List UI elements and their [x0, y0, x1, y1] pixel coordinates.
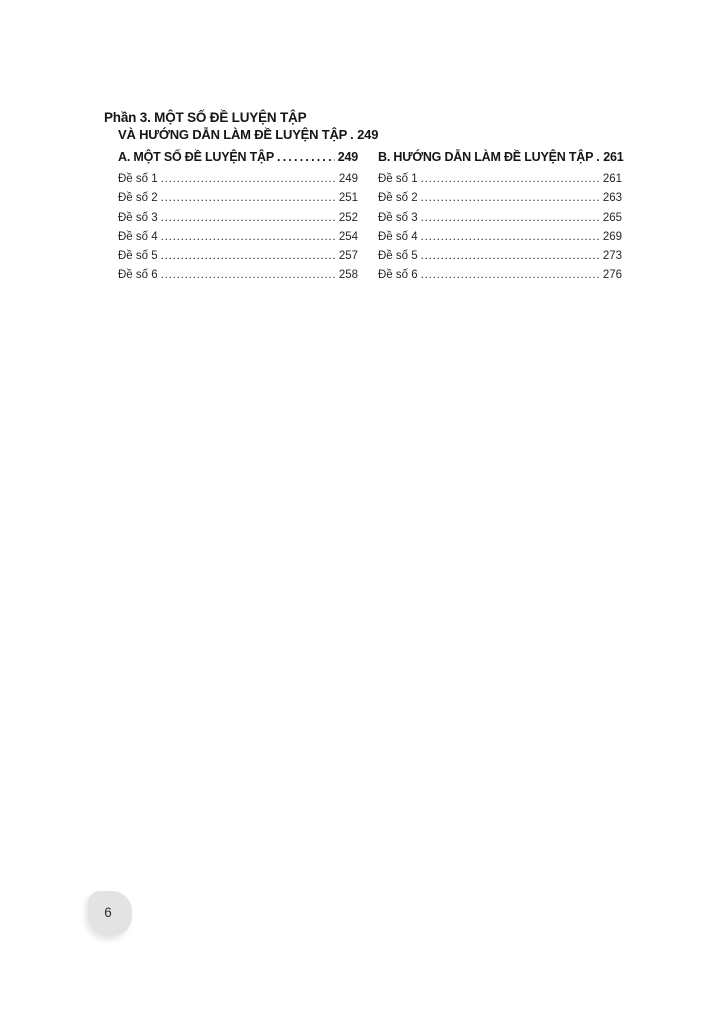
dot-leader [161, 209, 335, 228]
toc-entry-page: 257 [338, 250, 358, 263]
toc-entry [378, 247, 622, 266]
toc-entry [118, 189, 358, 208]
dot-leader [277, 149, 335, 165]
part-title-line2 [118, 126, 379, 143]
dot-leader [421, 228, 599, 247]
toc-entry-page: 261 [602, 173, 622, 185]
toc-entry-label: Đề số 5 [118, 250, 158, 263]
toc-entry-page: 254 [338, 230, 358, 243]
toc-entry-page: 269 [602, 230, 622, 243]
part-page-number: 249 [357, 127, 379, 142]
dot-leader [596, 149, 600, 165]
toc-entry-page: 252 [338, 211, 358, 224]
toc-entry-label: Đề số 3 [378, 211, 418, 224]
toc-entry-label: Đề số 4 [378, 230, 418, 243]
toc-entry [378, 209, 622, 228]
toc-section-a [118, 149, 358, 286]
toc-entry-label: Đề số 5 [378, 250, 418, 263]
toc-entry [378, 266, 622, 285]
part-title-line2-text: VÀ HƯỚNG DẪN LÀM ĐỀ LUYỆN TẬP [118, 127, 348, 142]
toc-entry [118, 209, 358, 228]
toc-entry-page: 258 [338, 269, 358, 282]
section-page-number: 249 [337, 150, 358, 164]
section-a-heading [118, 149, 358, 165]
toc-entry-label: Đề số 6 [118, 269, 158, 282]
toc-entry [378, 170, 622, 189]
toc-entry-label: Đề số 6 [378, 269, 418, 282]
dot-leader [421, 266, 599, 285]
dot-leader [161, 247, 335, 266]
dot-leader [421, 247, 599, 266]
toc-entry [118, 266, 358, 285]
part-title-line1: Phần 3. MỘT SỐ ĐỀ LUYỆN TẬP [104, 110, 307, 125]
toc-entry [118, 170, 358, 189]
toc-entry-page: 273 [602, 250, 622, 263]
toc-entry-page: 263 [602, 192, 622, 205]
toc-entry-label: Đề số 2 [378, 192, 418, 205]
section-heading-label: A. MỘT SỐ ĐỀ LUYỆN TẬP [118, 150, 275, 164]
toc-entry-label: Đề số 4 [118, 230, 158, 243]
dot-leader [421, 170, 599, 189]
toc-section-b [378, 149, 622, 286]
toc-entry-label: Đề số 1 [118, 173, 158, 185]
toc-entry [118, 247, 358, 266]
page-number: 6 [104, 905, 112, 920]
dot-leader [421, 189, 599, 208]
dot-leader [161, 189, 335, 208]
dot-leader [350, 126, 354, 143]
toc-columns [118, 149, 626, 286]
table-of-contents [104, 109, 626, 286]
toc-entry-label: Đề số 3 [118, 211, 158, 224]
dot-leader [161, 170, 335, 189]
toc-entry [118, 228, 358, 247]
dot-leader [161, 228, 335, 247]
toc-entry-label: Đề số 1 [378, 173, 418, 185]
toc-entry-label: Đề số 2 [118, 192, 158, 205]
dot-leader [161, 266, 335, 285]
toc-entry [378, 228, 622, 247]
page-number-badge [88, 891, 132, 936]
toc-entry-page: 249 [338, 173, 358, 185]
toc-entry [378, 189, 622, 208]
section-heading-label: B. HƯỚNG DẪN LÀM ĐỀ LUYỆN TẬP [378, 150, 594, 164]
dot-leader [421, 209, 599, 228]
toc-entry-page: 251 [338, 192, 358, 205]
section-b-heading [378, 149, 622, 165]
toc-entry-page: 276 [602, 269, 622, 282]
toc-entry-page: 265 [602, 211, 622, 224]
section-page-number: 261 [603, 150, 624, 164]
